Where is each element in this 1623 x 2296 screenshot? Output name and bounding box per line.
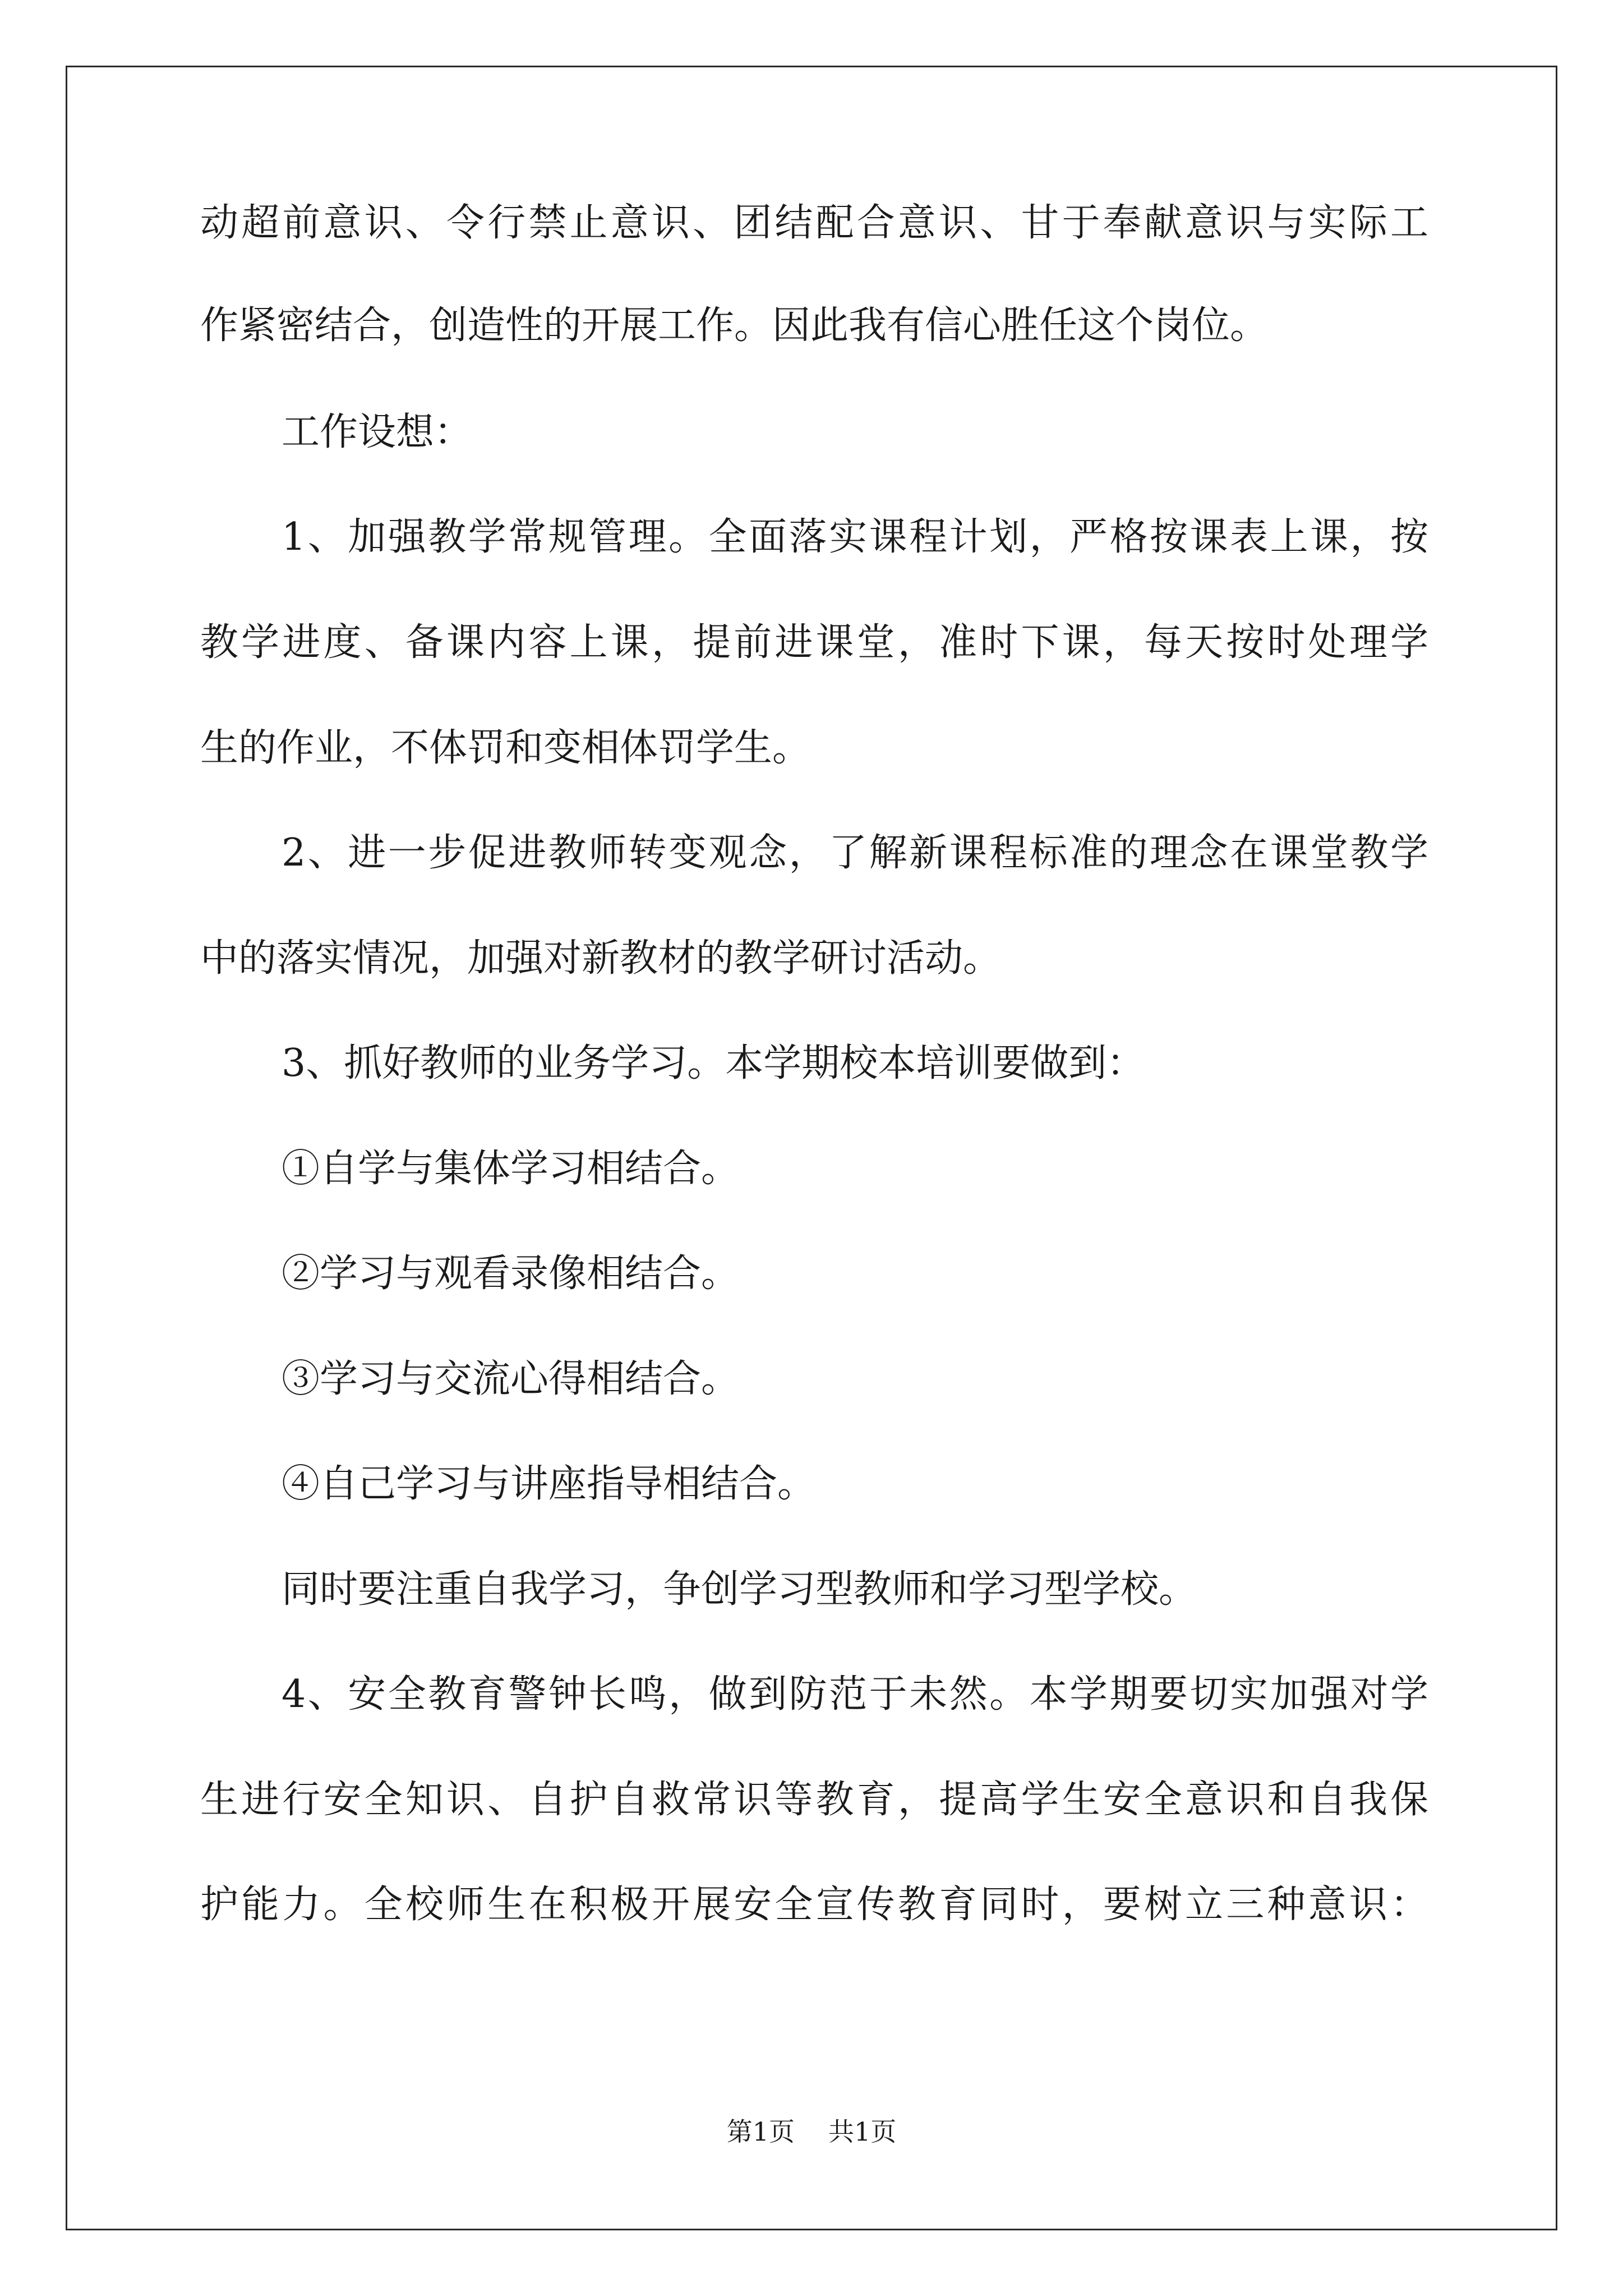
page-number: 第1页 bbox=[726, 2116, 795, 2147]
list-item: ②学习与观看录像相结合。 bbox=[282, 1251, 740, 1296]
text-line: 2、进一步促进教师转变观念，了解新课程标准的理念在课堂教学 bbox=[282, 831, 1428, 875]
text-line: 4、安全教育警钟长鸣，做到防范于未然。本学期要切实加强对学 bbox=[282, 1672, 1428, 1717]
page-total: 共1页 bbox=[828, 2116, 897, 2147]
list-item: ③学习与交流心得相结合。 bbox=[282, 1357, 740, 1401]
text-line: 生的作业，不体罚和变相体罚学生。 bbox=[200, 726, 811, 770]
section-heading: 工作设想： bbox=[282, 410, 473, 454]
text-line: 动超前意识、令行禁止意识、团结配合意识、甘于奉献意识与实际工 bbox=[200, 201, 1428, 245]
text-line: 1、加强教学常规管理。全面落实课程计划，严格按课表上课，按 bbox=[282, 515, 1428, 559]
text-line: 护能力。全校师生在积极开展安全宣传教育同时，要树立三种意识： bbox=[200, 1883, 1428, 1927]
list-item: ④自己学习与讲座指导相结合。 bbox=[282, 1462, 816, 1506]
list-item: ①自学与集体学习相结合。 bbox=[282, 1147, 740, 1191]
text-line: 同时要注重自我学习，争创学习型教师和学习型学校。 bbox=[282, 1567, 1197, 1612]
page-footer bbox=[0, 2115, 1623, 2148]
text-line: 作紧密结合，创造性的开展工作。因此我有信心胜任这个岗位。 bbox=[200, 303, 1269, 348]
text-line: 3、抓好教师的业务学习。本学期校本培训要做到： bbox=[282, 1041, 1145, 1085]
text-line: 生进行安全知识、自护自救常识等教育，提高学生安全意识和自我保 bbox=[200, 1778, 1428, 1822]
text-line: 教学进度、备课内容上课，提前进课堂，准时下课，每天按时处理学 bbox=[200, 620, 1428, 665]
text-line: 中的落实情况，加强对新教材的教学研讨活动。 bbox=[200, 936, 1002, 981]
